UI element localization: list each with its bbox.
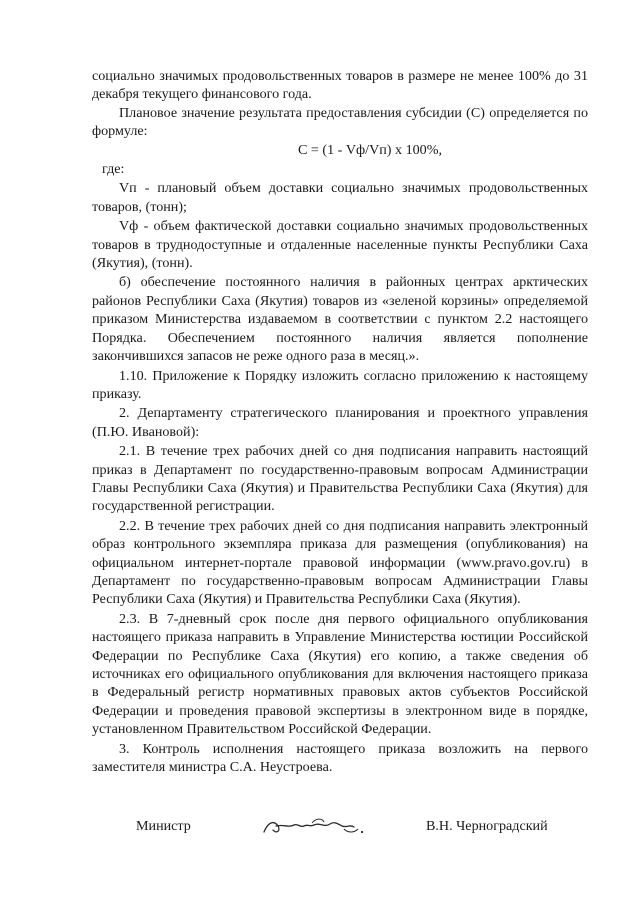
paragraph-2-1: 2.1. В течение трех рабочих дней со дня подписания направить настоящий приказ в Департамент по государственно-правовым вопросам Администрации Главы Республики Саха (Якутия) и Правительства Республики Саха (Якутия) для государственной регистрации. (92, 443, 588, 515)
paragraph-subsidy-result: социально значимых продовольственных товаров в размере не менее 100% до 31 декабря текущего финансового года. (92, 68, 588, 103)
signature-block (0, 812, 640, 842)
paragraph-2-2: 2.2. В течение трех рабочих дней со дня подписания направить электронный образ контрольного экземпляра приказа для размещения (опубликования) на официальном интернет-портале правовой информации (www.pravo.gov.ru) в Департамент по государственно-правовым вопросам Администрации Главы Республики Саха (Якутия) и Правительства Республики Саха (Якутия). (92, 517, 588, 608)
paragraph-3: 3. Контроль исполнения настоящего приказа возложить на первого заместителя министра С.А. Неустроева. (92, 740, 588, 776)
signatory-name: В.Н. Черноградский (426, 818, 548, 834)
signatory-title: Министр (136, 818, 191, 834)
paragraph-where: где: (102, 161, 125, 178)
formula: С = (1 - Vф/Vп) х 100%, (297, 141, 442, 158)
paragraph-vf-definition: Vф - объем фактической доставки социально значимых продовольственных товаров в труднодоступные и отдаленные населенные пункты Республики Саха (Якутия), (тонн). (92, 218, 588, 272)
paragraph-1-10: 1.10. Приложение к Порядку изложить согласно приложению к настоящему приказу. (92, 367, 588, 402)
paragraph-2: 2. Департаменту стратегического планирования и проектного управления (П.Ю. Ивановой): (92, 405, 588, 440)
paragraph-2-3: 2.3. В 7-дневный срок после дня первого официального опубликования настоящего приказа направить в Управление Министерства юстиции Российской Федерации по Республике Саха (Якутия) его копию, а также сведения об источниках его официального опубликования для включения настоящего приказа в Федеральный регистр нормативных правовых актов субъектов Российской Федерации и проведения правовой экспертизы в электронном виде в порядке, установленном Правительством Российской Федерации. (92, 610, 588, 738)
paragraph-planned-value: Плановое значение результата предоставления субсидии (С) определяется по формуле: (92, 104, 588, 140)
paragraph-item-b: б) обеспечение постоянного наличия в районных центрах арктических районов Республики Саха (Якутия) товаров из «зеленой корзины» определяемой приказом Министерства издаваемом в соответствии с пунктом 2.2 настоящего Порядка. Обеспечением постоянного наличия является пополнение закончившихся запасов не реже одного раза в месяц.». (92, 274, 588, 365)
document-body (92, 67, 588, 776)
paragraph-vp-definition: Vп - плановый объем доставки социально значимых продовольственных товаров, (тонн); (92, 180, 588, 215)
handwritten-signature (258, 812, 368, 840)
